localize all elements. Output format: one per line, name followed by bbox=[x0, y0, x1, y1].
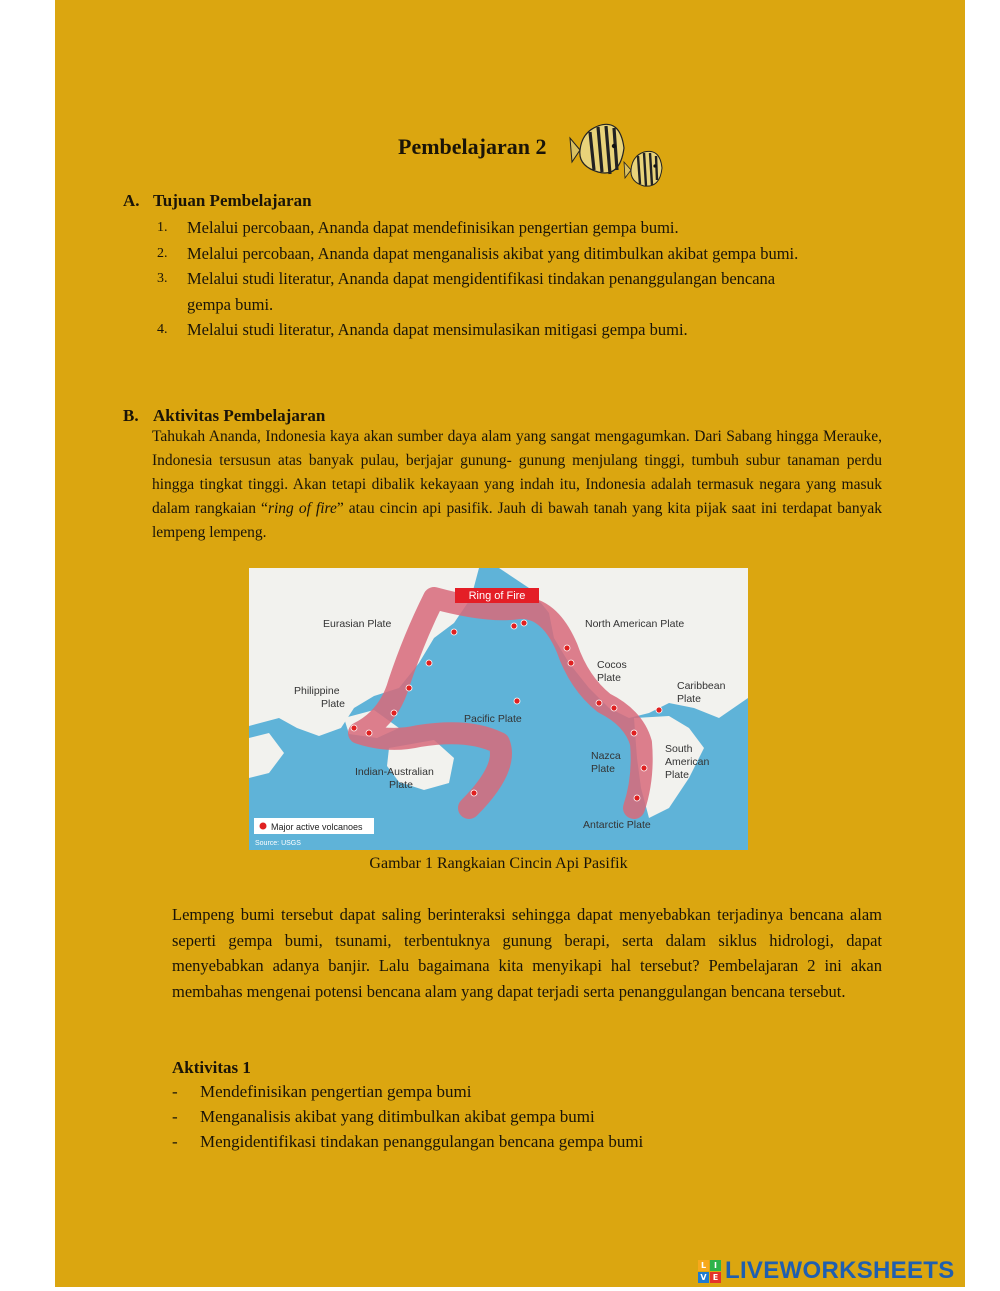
label-south-american-3: Plate bbox=[665, 769, 689, 781]
section-b-heading bbox=[123, 406, 325, 426]
activity-title: Aktivitas 1 bbox=[172, 1058, 251, 1077]
intro-text-2: ” atau cincin api pasifik. Jauh di bawah tanah yang kita pijak saat ini terdapat banyak lempeng lempeng. bbox=[152, 500, 882, 541]
list-item bbox=[157, 266, 817, 317]
volcano-legend-icon bbox=[260, 823, 267, 830]
logo-text: LIVEWORKSHEETS bbox=[725, 1257, 955, 1284]
list-item bbox=[157, 317, 817, 343]
item-number: 1. bbox=[157, 220, 168, 235]
logo-letter: V bbox=[698, 1272, 709, 1283]
ring-of-fire-map bbox=[249, 568, 748, 850]
intro-text-italic: ring of fire bbox=[267, 500, 337, 517]
label-antarctic: Antarctic Plate bbox=[583, 819, 651, 831]
item-text: Melalui percobaan, Ananda dapat menganalisis akibat yang ditimbulkan akibat gempa bumi. bbox=[187, 243, 799, 263]
label-cocos-1: Cocos bbox=[597, 659, 627, 671]
list-item bbox=[172, 1079, 643, 1104]
label-philippine-2: Plate bbox=[321, 698, 345, 710]
item-text: Melalui percobaan, Ananda dapat mendefinisikan pengertian gempa bumi. bbox=[187, 218, 679, 237]
list-item bbox=[172, 1104, 643, 1129]
label-eurasian: Eurasian Plate bbox=[323, 618, 392, 630]
logo-mark-icon bbox=[698, 1260, 721, 1283]
item-text: Menganalisis akibat yang ditimbulkan akibat gempa bumi bbox=[200, 1107, 595, 1126]
label-indian-australian-2: Plate bbox=[389, 779, 413, 791]
item-dash: - bbox=[172, 1132, 178, 1151]
section-b-title: Aktivitas Pembelajaran bbox=[153, 406, 326, 425]
section-a-heading bbox=[123, 191, 312, 211]
label-caribbean-2: Plate bbox=[677, 693, 701, 705]
logo-letter: E bbox=[710, 1272, 721, 1283]
learning-objectives-list bbox=[157, 215, 817, 343]
intro-text-1: Tahukah Ananda, Indonesia kaya akan sumber daya alam yang sangat mengagumkan. Dari Sabang hingga Merauke, Indonesia tersusun atas banyak pulau, berjajar gunung- gunung menjulang tinggi, tumbuh subur tanaman perdu hingga tingkat tinggi. Akan tetapi dibalik kekayaan yang indah itu, Indonesia adalah termasuk negara yang masuk dalam rangkaian “ bbox=[152, 428, 882, 517]
label-nazca-2: Plate bbox=[591, 763, 615, 775]
item-dash: - bbox=[172, 1107, 178, 1126]
item-number: 3. bbox=[157, 271, 168, 286]
map-source: Source: USGS bbox=[255, 840, 301, 847]
list-item bbox=[157, 241, 817, 267]
intro-paragraph bbox=[152, 425, 882, 545]
label-pacific: Pacific Plate bbox=[464, 713, 522, 725]
figure-caption: Gambar 1 Rangkaian Cincin Api Pasifik bbox=[369, 855, 628, 872]
label-caribbean-1: Caribbean bbox=[677, 680, 726, 692]
map-legend: Major active volcanoes bbox=[271, 822, 363, 832]
label-indian-australian-1: Indian-Australian bbox=[355, 766, 434, 778]
item-text: Mengidentifikasi tindakan penanggulangan bencana gempa bumi bbox=[200, 1132, 644, 1151]
item-text: Mendefinisikan pengertian gempa bumi bbox=[200, 1082, 472, 1101]
section-a-letter: A. bbox=[123, 191, 140, 210]
list-item bbox=[157, 215, 817, 241]
page-title: Pembelajaran 2 bbox=[398, 134, 547, 159]
item-number: 4. bbox=[157, 322, 168, 337]
section-a-title: Tujuan Pembelajaran bbox=[153, 191, 312, 210]
label-south-american-1: South bbox=[665, 743, 693, 755]
item-text: Melalui studi literatur, Ananda dapat mengidentifikasi tindakan penanggulangan bencana gempa bumi. bbox=[187, 269, 776, 314]
liveworksheets-logo[interactable] bbox=[698, 1258, 955, 1284]
label-north-american: North American Plate bbox=[585, 618, 685, 630]
label-south-american-2: American bbox=[665, 756, 710, 768]
logo-letter: L bbox=[698, 1260, 709, 1271]
angelfish-icon bbox=[568, 116, 668, 196]
item-dash: - bbox=[172, 1082, 178, 1101]
activity-list bbox=[172, 1079, 643, 1154]
section-b-letter: B. bbox=[123, 406, 139, 425]
item-text: Melalui studi literatur, Ananda dapat mensimulasikan mitigasi gempa bumi. bbox=[187, 320, 688, 339]
label-philippine-1: Philippine bbox=[294, 685, 340, 697]
label-nazca-1: Nazca bbox=[591, 750, 621, 762]
label-cocos-2: Plate bbox=[597, 672, 621, 684]
map-title-badge: Ring of Fire bbox=[468, 590, 526, 602]
item-number: 2. bbox=[157, 245, 168, 261]
logo-letter: I bbox=[710, 1260, 721, 1271]
body-paragraph: Lempeng bumi tersebut dapat saling berinteraksi sehingga dapat menyebabkan terjadinya bencana alam seperti gempa bumi, tsunami, terbentuknya gunung berapi, serta dalam siklus hidrologi, dapat menyebabkan adanya banjir. Lalu bagaimana kita menyikapi hal tersebut? Pembelajaran 2 ini akan membahas mengenai potensi bencana alam yang dapat terjadi serta penanggulangan bencana tersebut. bbox=[172, 905, 882, 1001]
list-item bbox=[172, 1129, 643, 1154]
